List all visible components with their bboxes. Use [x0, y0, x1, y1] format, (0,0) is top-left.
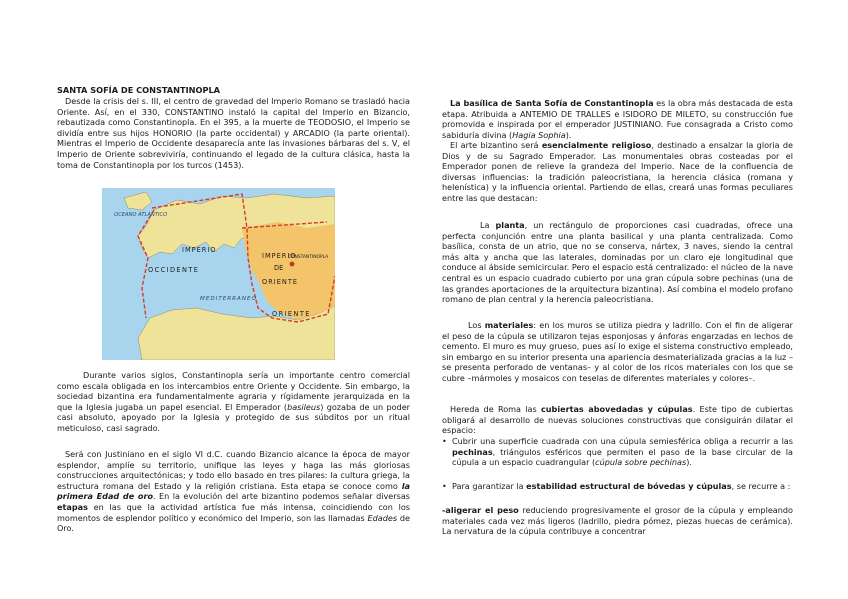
commerce-paragraph: Durante varios siglos, Constantinopla sería un importante centro comercial como escala obligada en los intercambios entre Oriente y Occidente. Sin embargo, la sociedad bizantina era fundamentalmente agraria y rígidamente jerarquizada en la que la Iglesia jugaba un papel esencial. El Emperador (basileus) gozaba de un poder casi absoluto, apoyado por la Iglesia y protegido de sus súbditos por un ritual meticuloso, casi sagrado. — [57, 370, 410, 433]
map-label-imperio-east: IMPERIO — [262, 252, 297, 260]
bullet-dot: • — [442, 481, 447, 491]
map-label-mediterraneo: MEDITERRANEO — [200, 296, 257, 302]
map-label-constantinopla: CONSTANTINOPLA — [288, 255, 329, 260]
map-label-de: DE — [274, 264, 284, 272]
map-label-ocean: OCEANO ATLANTICO — [114, 212, 168, 218]
bullet-stability: • Para garantizar la estabilidad estructural de bóvedas y cúpulas, se recurre a : — [442, 481, 791, 491]
document-title: SANTA SOFÍA DE CONSTANTINOPLA — [57, 85, 220, 95]
map-label-occidente: OCCIDENTE — [148, 266, 200, 274]
basilica-paragraph: La basílica de Santa Sofía de Constantinopla es la obra más destacada de esta etapa. Atribuida a ANTEMIO DE TRALLES e ISIDORO DE MILETO, su construcción fue promovida e inspirada por el emperador JUSTINIANO. Fue consagrada a Cristo como sabiduría divina (Hagia Sophia). — [442, 98, 793, 140]
map-label-oriente: ORIENTE — [272, 310, 311, 318]
justinian-paragraph: Será con Justiniano en el siglo VI d.C. cuando Bizancio alcance la época de mayor esplendor, amplíe su territorio, unifique las leyes y haga las más gloriosas construcciones arquitectónicas; y todo ello basado en tres pilares: la cultura griega, la estructura romana del Estado y la religión cristiana. Esta etapa se conoce como la primera Edad de oro. En la evolución del arte bizantino podemos señalar diversas etapas en las que la actividad artística fue más intensa, coincidiendo con los momentos de esplendor político y económico del Imperio, son las llamadas Edades de Oro. — [57, 449, 410, 534]
bullet-pechinas: • Cubrir una superficie cuadrada con una cúpula semiesférica obliga a recurrir a las pechinas, triángulos esféricos que permiten el paso de la base circular de la cúpula a un espacio cuadrangular (cúpula sobre pechinas). — [442, 436, 793, 468]
constantinople-marker — [290, 262, 295, 267]
roofs-paragraph: Hereda de Roma las cubiertas abovedadas y cúpulas. Este tipo de cubiertas obligará al desarrollo de nuevas soluciones constructivas que consiguirán dilatar el espacio: — [442, 404, 793, 436]
lighten-weight-paragraph: -aligerar el peso reduciendo progresivamente el grosor de la cúpula y empleando materiales cada vez más ligeros (ladrillo, piedra pómez, piezas huecas de cerámica). La nervatura de la cúpula contribuye a concentrar — [442, 505, 793, 537]
materials-paragraph: Los materiales: en los muros se utiliza piedra y ladrillo. Con el fin de aligerar el peso de la cúpula se utilizaron tejas esponjosas y ánforas engarzadas en lechos de cemento. El muro es muy grueso, pues así lo exige el sistema constructivo empleado, sin embargo en su interior presenta una apariencia desmaterializada gracias a la luz –se presenta perforado de ventanas– y al color de los ricos materiales con los que se cubre –mármoles y mosaicos con teselas de diferentes materiales y colores–. — [442, 320, 793, 383]
map-label-imperio-west: IMPERIO — [182, 246, 217, 254]
religious-art-paragraph: El arte bizantino será esencialmente religioso, destinado a ensalzar la gloria de Dios y de su Sagrado Emperador. Las monumentales obras costeadas por el Emperador ponen de relieve la grandeza del Imperio. Nace de la confluencia de diversas influencias: la tradición paleocristiana, la herencia clásica (romana y helenística) y la influencia oriental. Partiendo de ellas, creará unas formas peculiares entre las que destacan: — [442, 140, 793, 203]
map-label-de-oriente: ORIENTE — [262, 278, 299, 286]
intro-paragraph: Desde la crisis del s. III, el centro de gravedad del Imperio Romano se trasladó hacia Oriente. Así, en el 330, CONSTANTINO instaló la capital del Imperio en Bizancio, rebautizada como Constantinopla. En el 395, a la muerte de TEODOSIO, el Imperio se dividía entre sus hijos HONORIO (la parte occidental) y ARCADIO (la parte oriental). Mientras el Imperio de Occidente desaparecía ante las invasiones bárbaras del s. V, el Imperio de Oriente sobreviviría, continuando el legado de la cultura clásica, hasta la toma de Constantinopla por los turcos (1453). — [57, 96, 410, 170]
plan-paragraph: La planta, un rectángulo de proporciones casi cuadradas, ofrece una perfecta conjunción entre una planta basilical y una planta centralizada. Como basílica, consta de un atrio, que no se conserva, nártex, 3 naves, siendo la central más alta y ancha que las laterales, dominadas por un claro eje longitudinal que conduce al ábside semicircular. Pero el espacio está centralizado: el núcleo de la nave central es un espacio cuadrado cubierto por una gran cúpula sobre pechinas (una de las grandes aportaciones de la arquitectura bizantina). Así combina el modelo profano romano de plan central y la herencia paleocristiana. — [442, 220, 793, 305]
empire-division-map — [102, 188, 335, 360]
bullet-dot: • — [442, 436, 447, 446]
